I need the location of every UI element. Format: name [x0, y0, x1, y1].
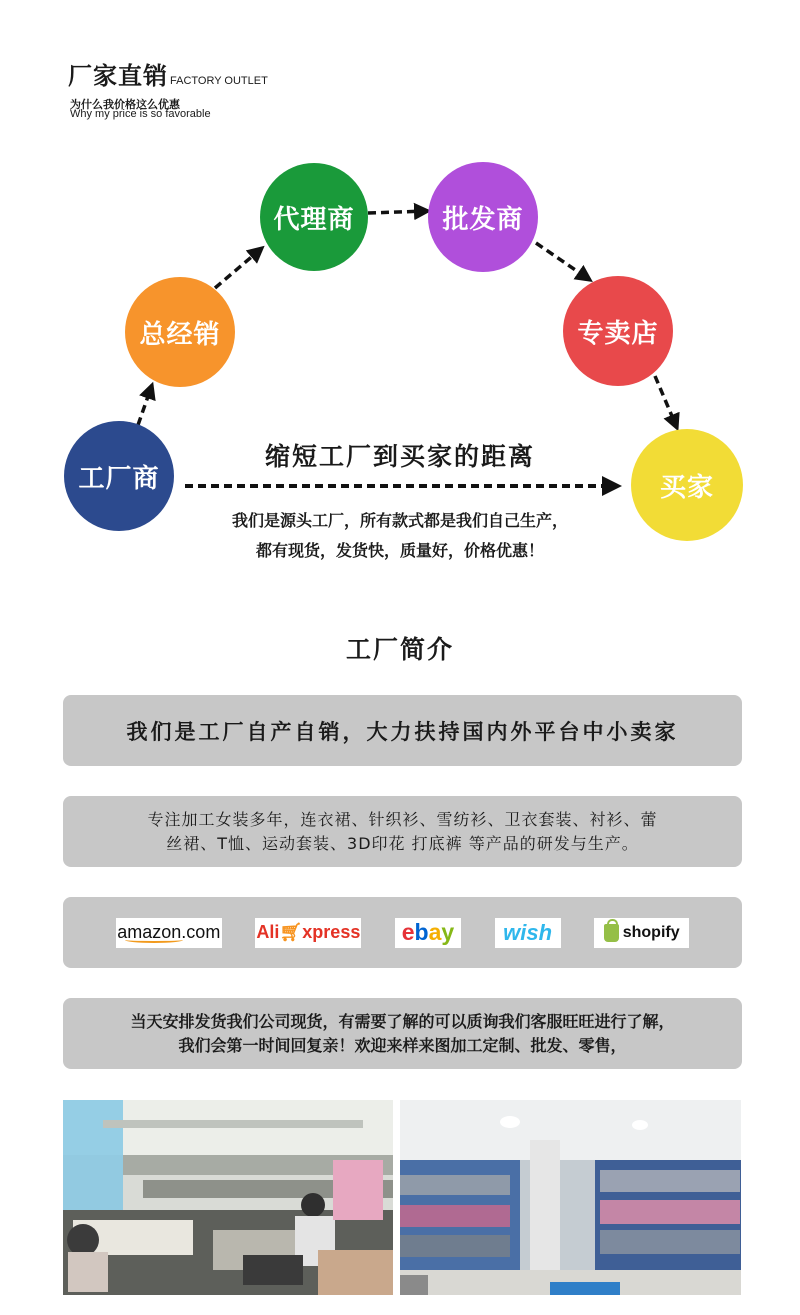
ebay-letter-b: b [414, 919, 429, 945]
aliexpress-logo-red: Ali [256, 922, 280, 942]
node-wholesaler [428, 162, 538, 272]
aliexpress-logo [255, 918, 361, 948]
aliexpress-logo-rest: xpress [302, 922, 361, 942]
flow-headline: 缩短工厂到买家的距离 [264, 442, 535, 471]
cart-icon: 🛒︎ [279, 922, 303, 942]
amazon-smile-icon [125, 937, 183, 943]
intro-box-shipping [63, 998, 742, 1069]
node-distributor-label: 总经销 [139, 319, 221, 350]
shopify-logo [594, 918, 689, 948]
node-factory-label: 工厂商 [78, 463, 160, 494]
node-store [563, 276, 673, 386]
node-buyer-label: 买家 [659, 472, 714, 503]
intro-box-shipping-line1: 当天安排发货我们公司现货，有需要了解的可以质询我们客服旺旺进行了解， [130, 1011, 675, 1031]
flow-note-line2: 都有现货，发货快，质量好，价格优惠！ [255, 541, 544, 560]
arrow-agent-to-wholesaler [368, 211, 428, 213]
arrow-wholesaler-to-store [536, 243, 590, 280]
ebay-logo [395, 918, 461, 948]
subtitle-en: Why my price is so favorable [70, 108, 211, 120]
ebay-letter-a: a [428, 919, 442, 945]
node-store-label: 专卖店 [577, 318, 659, 349]
arrow-distributor-to-agent [215, 248, 262, 288]
node-wholesaler-label: 批发商 [442, 204, 524, 235]
shopify-logo-text: shopify [622, 923, 680, 941]
subtitle-cn: 为什么我价格这么优惠 [70, 98, 180, 111]
wish-logo [495, 918, 561, 948]
warehouse-shelves-photo [400, 1100, 741, 1295]
node-agent [260, 163, 368, 271]
intro-box-products-line2: 丝裙、T恤、运动套装、3D印花 打底裤 等产品的研发与生产。 [166, 833, 639, 853]
title-cn: 厂家直销 [68, 62, 168, 90]
flow-note-line1: 我们是源头工厂，所有款式都是我们自己生产， [231, 511, 568, 530]
amazon-logo [116, 918, 222, 948]
shopping-bag-icon [604, 924, 619, 942]
arrow-store-to-buyer [655, 376, 677, 428]
intro-box-self-sales-text: 我们是工厂自产自销，大力扶持国内外平台中小卖家 [126, 719, 679, 744]
amazon-logo-text: amazon.com [117, 922, 221, 942]
sewing-workshop-photo [63, 1100, 393, 1295]
intro-box-shipping-line2: 我们会第一时间回复亲！欢迎来样来图加工定制、批发、零售， [178, 1035, 627, 1055]
intro-box-self-sales [63, 695, 742, 766]
arrow-factory-to-distributor [138, 385, 152, 425]
title-en: FACTORY OUTLET [170, 75, 268, 87]
node-distributor [125, 277, 235, 387]
wish-logo-text: wish [503, 919, 553, 945]
page-title [68, 56, 268, 91]
platform-logos-box [63, 897, 742, 968]
section-title-factory-intro: 工厂简介 [345, 635, 454, 664]
node-agent-label: 代理商 [273, 204, 355, 235]
intro-box-products [63, 796, 742, 867]
ebay-letter-e: e [401, 919, 415, 945]
intro-box-products-line1: 专注加工女装多年，连衣裙、针织衫、雪纺衫、卫衣套装、衬衫、蕾 [147, 809, 658, 829]
ebay-letter-y: y [441, 919, 455, 945]
